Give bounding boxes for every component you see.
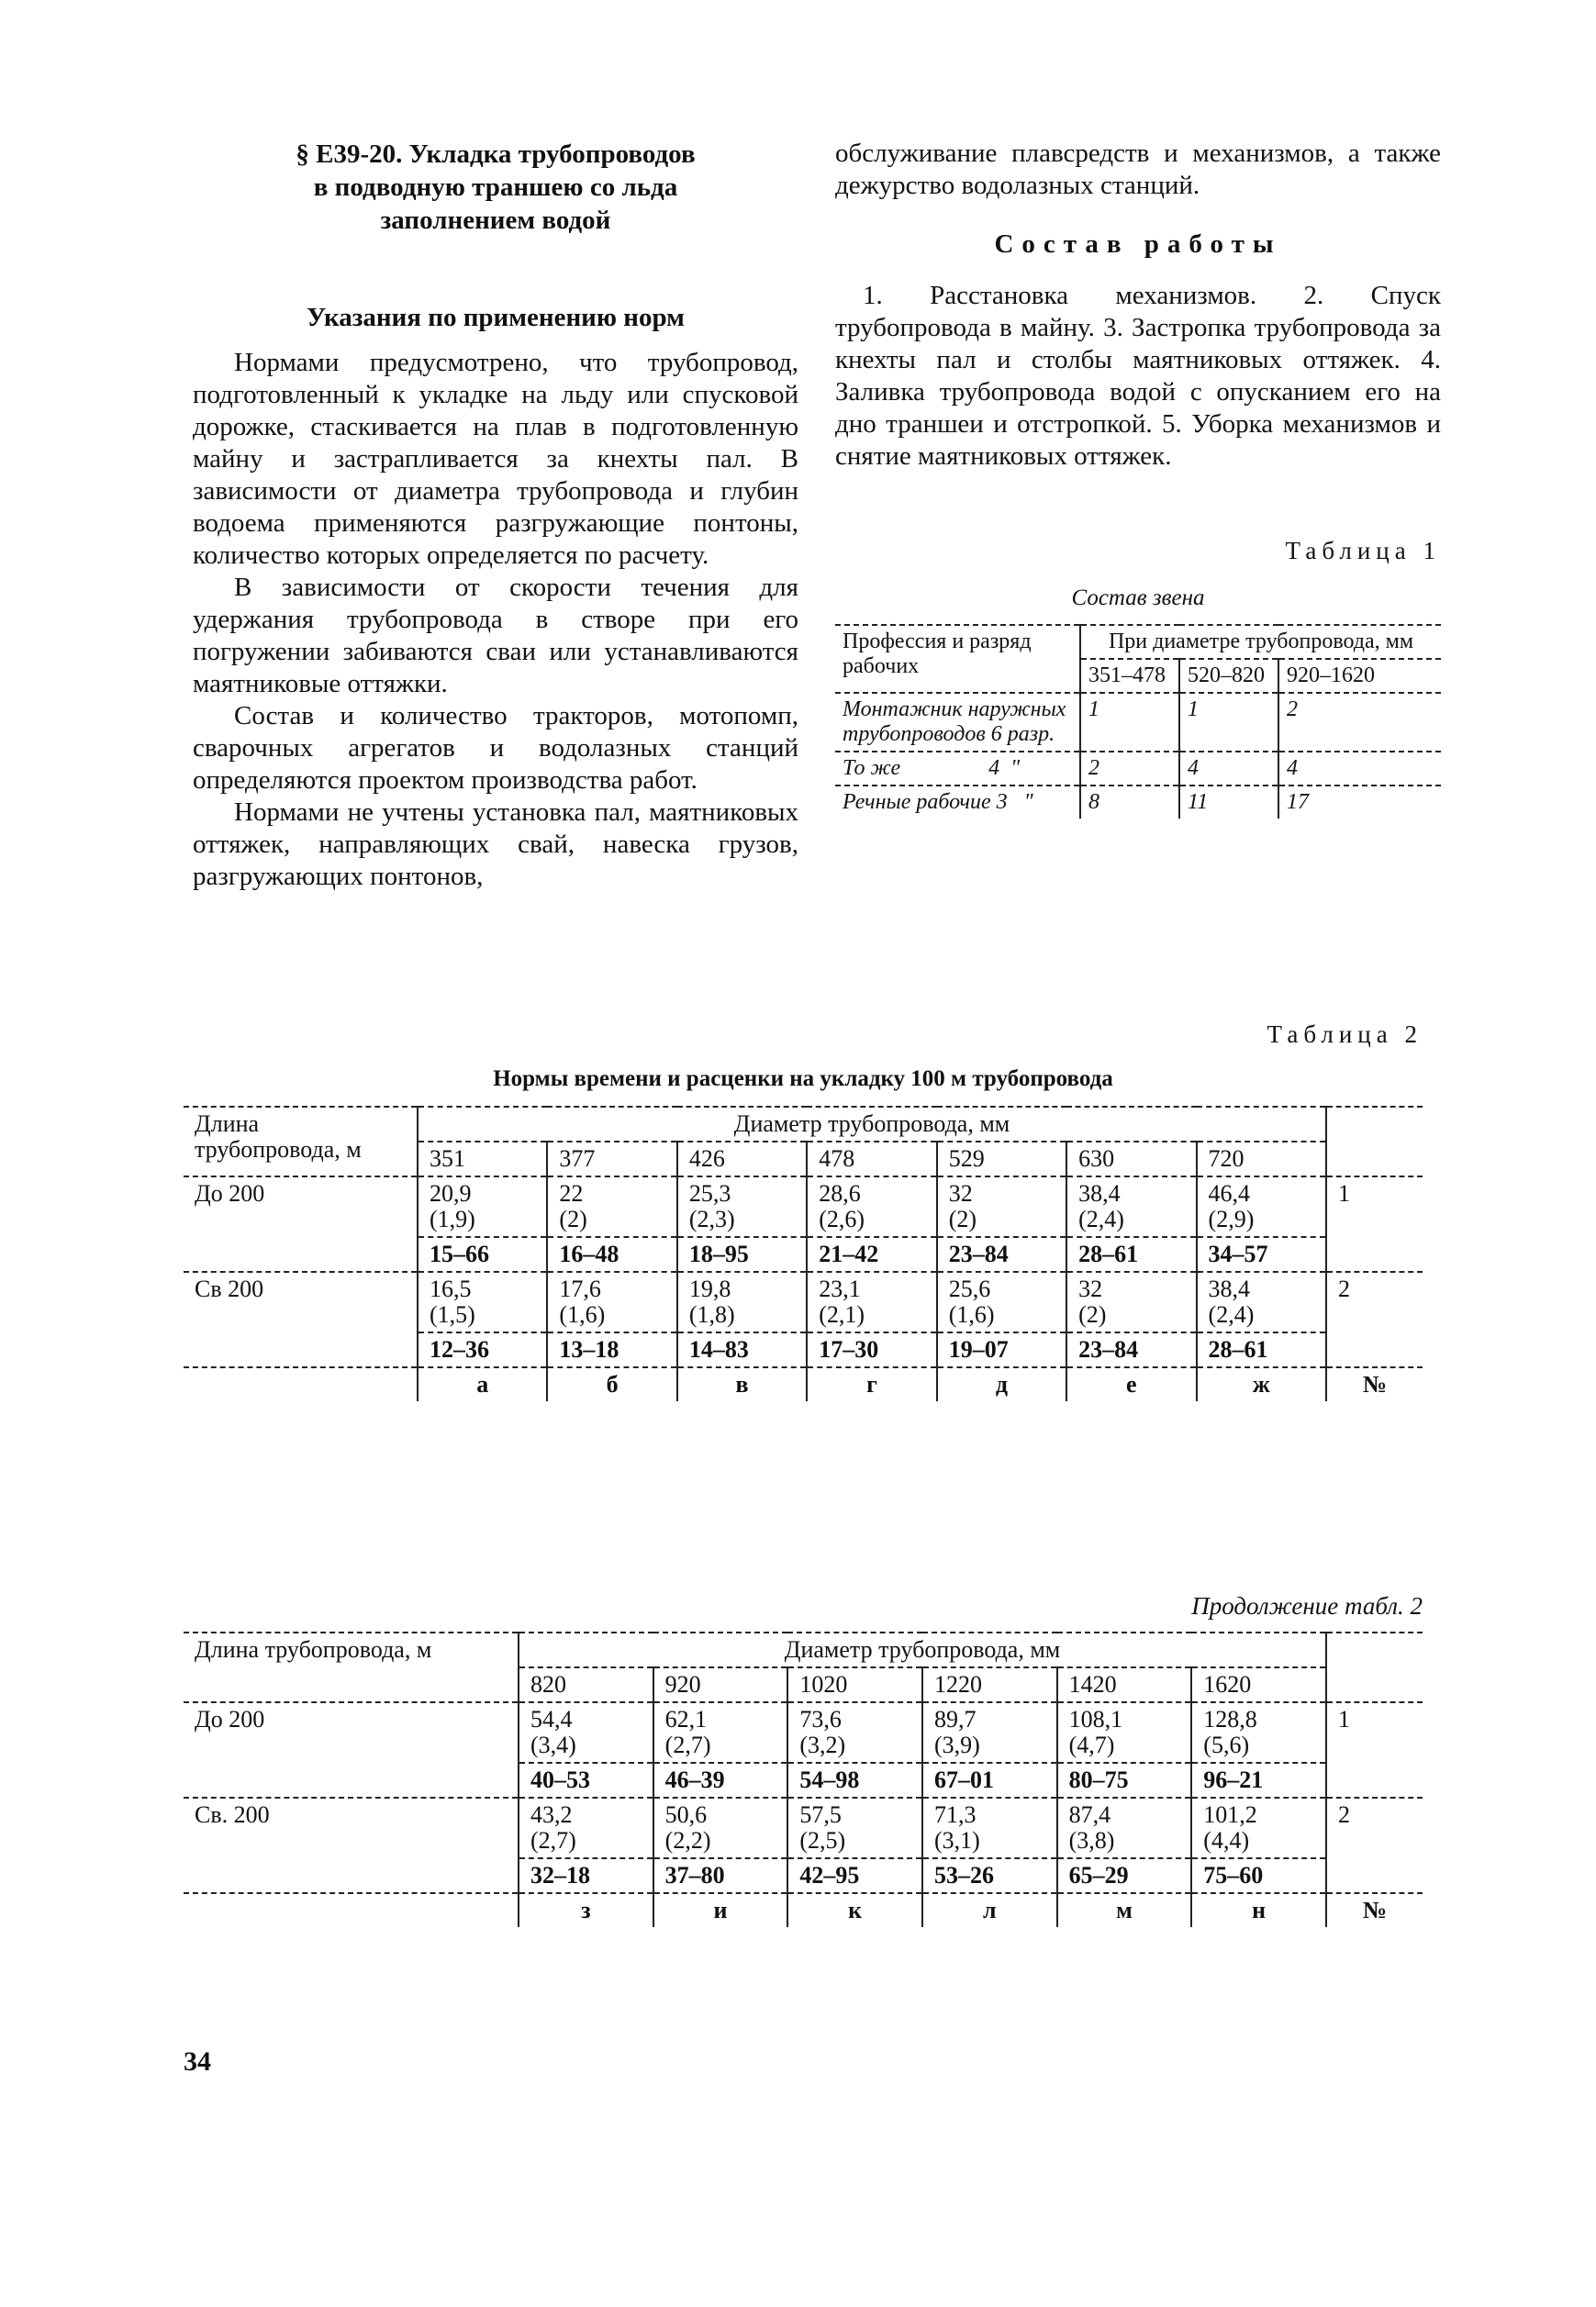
column-letter: н bbox=[1191, 1893, 1326, 1927]
workers-value: (4,7) bbox=[1068, 1732, 1115, 1758]
price-cell: 23–84 bbox=[1066, 1332, 1196, 1367]
norm-value: 28,6 bbox=[819, 1180, 861, 1207]
price-cell: 19–07 bbox=[937, 1332, 1066, 1367]
diameter-header: 1420 bbox=[1057, 1667, 1192, 1702]
table1-diam-header: 520–820 bbox=[1179, 659, 1278, 693]
norm-value: 128,8 bbox=[1203, 1706, 1257, 1733]
workers-value: (2,5) bbox=[799, 1827, 846, 1854]
norm-value: 50,6 bbox=[664, 1801, 708, 1828]
column-letter: ж bbox=[1197, 1367, 1326, 1401]
table1-cell: 17 bbox=[1278, 786, 1441, 819]
page-number: 34 bbox=[184, 2046, 211, 2077]
price-cell: 13–18 bbox=[547, 1332, 676, 1367]
norm-value: 46,4 bbox=[1208, 1180, 1251, 1207]
table1-label: Таблица 1 bbox=[1285, 537, 1441, 564]
workers-value: (3,9) bbox=[933, 1732, 980, 1758]
price-cell: 37–80 bbox=[653, 1858, 788, 1893]
workers-value: (1,6) bbox=[948, 1301, 995, 1328]
norm-cell bbox=[807, 1272, 936, 1332]
table2-title: Нормы времени и расценки на укладку 100 м трубопровода bbox=[493, 1066, 1113, 1091]
norm-cell bbox=[1191, 1798, 1326, 1858]
row-label: До 200 bbox=[195, 1706, 265, 1733]
table1-cell: 11 bbox=[1179, 786, 1278, 819]
section-title-line: § Е39-20. Укладка трубопроводов bbox=[296, 139, 696, 169]
table2-cont-diam-header: Диаметр трубопровода, мм bbox=[519, 1633, 1326, 1667]
price-cell: 96–21 bbox=[1191, 1763, 1326, 1798]
norm-value: 16,5 bbox=[430, 1276, 472, 1302]
price-cell: 23–84 bbox=[937, 1237, 1066, 1272]
price-cell: 54–98 bbox=[787, 1763, 922, 1798]
norm-value: 19,8 bbox=[688, 1276, 731, 1302]
table1-cell: 1 bbox=[1080, 693, 1179, 752]
row-label: Св. 200 bbox=[195, 1801, 270, 1828]
table1-cell: 4 bbox=[1278, 752, 1441, 786]
norm-cell bbox=[519, 1798, 653, 1858]
norm-value: 20,9 bbox=[430, 1180, 472, 1207]
column-letter: м bbox=[1057, 1893, 1192, 1927]
price-cell: 28–61 bbox=[1066, 1237, 1196, 1272]
row-number: 1 bbox=[1326, 1176, 1423, 1272]
workers-value: (2,4) bbox=[1208, 1301, 1255, 1328]
column-letter: д bbox=[937, 1367, 1066, 1401]
norm-value: 87,4 bbox=[1068, 1801, 1111, 1828]
price-cell: 46–39 bbox=[653, 1763, 788, 1798]
price-cell: 65–29 bbox=[1057, 1858, 1192, 1893]
table1-row-name: Речные рабочие 3 " bbox=[843, 790, 1033, 814]
price-cell: 32–18 bbox=[519, 1858, 653, 1893]
workers-value: (5,6) bbox=[1203, 1732, 1250, 1758]
workers-value: (2,7) bbox=[664, 1732, 711, 1758]
table2-diam-header: Диаметр трубопровода, мм bbox=[418, 1107, 1326, 1142]
table1-diam-header: 351–478 bbox=[1080, 659, 1179, 693]
paragraph: Нормами не учтены установка пал, маятниковых оттяжек, направляющих свай, навеска грузов, разгружающих понтонов, bbox=[193, 797, 798, 891]
column-letter: г bbox=[807, 1367, 936, 1401]
price-cell: 34–57 bbox=[1197, 1237, 1326, 1272]
workers-value: (1,5) bbox=[430, 1301, 475, 1328]
diameter-header: 478 bbox=[807, 1142, 936, 1176]
price-cell: 17–30 bbox=[807, 1332, 936, 1367]
column-letter: е bbox=[1066, 1367, 1196, 1401]
letter-row-spacer bbox=[184, 1367, 418, 1401]
workers-value: (3,4) bbox=[530, 1732, 576, 1758]
price-cell: 80–75 bbox=[1057, 1763, 1192, 1798]
norm-cell bbox=[922, 1798, 1057, 1858]
norm-value: 101,2 bbox=[1203, 1801, 1257, 1828]
norm-value: 32 bbox=[948, 1180, 973, 1207]
norm-cell bbox=[1191, 1702, 1326, 1763]
paragraph: Состав и количество тракторов, мотопомп, сварочных агрегатов и водолазных станций определяются проектом производства работ. bbox=[193, 701, 798, 795]
norm-cell bbox=[1066, 1272, 1196, 1332]
norm-cell bbox=[937, 1176, 1066, 1237]
norm-cell bbox=[547, 1272, 676, 1332]
workers-value: (1,9) bbox=[430, 1206, 475, 1232]
norm-value: 17,6 bbox=[559, 1276, 601, 1302]
price-cell: 40–53 bbox=[519, 1763, 653, 1798]
diameter-header: 1020 bbox=[787, 1667, 922, 1702]
diameter-header: 720 bbox=[1197, 1142, 1326, 1176]
table1-cell: 8 bbox=[1080, 786, 1179, 819]
workers-value: (2) bbox=[1078, 1301, 1107, 1328]
norm-value: 62,1 bbox=[664, 1706, 708, 1733]
section-title bbox=[193, 138, 798, 237]
row-number: 2 bbox=[1326, 1272, 1423, 1367]
row-number: 1 bbox=[1326, 1702, 1423, 1798]
paragraph: Нормами предусмотрено, что трубопровод, подготовленный к укладке на льду или спусковой дорожке, стаскивается на плав в подготовленную майну и застрапливается за кнехты пал. В зависимости от диаметра трубопровода и глубин водоема применяются разгружающие понтоны, количество которых определяется по расчету. bbox=[193, 348, 798, 570]
price-cell: 21–42 bbox=[807, 1237, 936, 1272]
norm-value: 23,1 bbox=[819, 1276, 861, 1302]
price-cell: 53–26 bbox=[922, 1858, 1057, 1893]
diameter-header: 426 bbox=[677, 1142, 807, 1176]
workers-value: (2,6) bbox=[819, 1206, 865, 1232]
paragraph: 1. Расстановка механизмов. 2. Спуск трубопровода в майну. 3. Застропка трубопровода за кнехты пал и столбы маятниковых оттяжек. 4. Заливка трубопровода водой с опусканием его на дно траншеи и отстропкой. 5. Уборка механизмов и снятие маятниковых оттяжек. bbox=[835, 281, 1441, 471]
row-label: Св 200 bbox=[195, 1276, 264, 1302]
table1-cell: 4 bbox=[1179, 752, 1278, 786]
norm-cell bbox=[677, 1272, 807, 1332]
table1-cell: 2 bbox=[1278, 693, 1441, 752]
column-letter: а bbox=[418, 1367, 547, 1401]
norm-cell bbox=[547, 1176, 676, 1237]
paragraph: В зависимости от скорости течения для удержания трубопровода в створе при его погружении забиваются сваи или устанавливаются маятниковые оттяжки. bbox=[193, 573, 798, 698]
letter-row-spacer bbox=[184, 1893, 519, 1927]
table1 bbox=[835, 624, 1441, 819]
column-letter: к bbox=[787, 1893, 922, 1927]
norm-value: 43,2 bbox=[530, 1801, 573, 1828]
table1-row-name: Монтажник наружных трубопроводов 6 разр. bbox=[843, 697, 1066, 746]
workers-value: (4,4) bbox=[1203, 1827, 1250, 1854]
norm-value: 38,4 bbox=[1078, 1180, 1121, 1207]
norm-cell bbox=[418, 1272, 547, 1332]
norm-cell bbox=[677, 1176, 807, 1237]
workers-value: (3,8) bbox=[1068, 1827, 1115, 1854]
left-column-text bbox=[193, 347, 798, 893]
column-letter: л bbox=[922, 1893, 1057, 1927]
norm-cell bbox=[1197, 1176, 1326, 1237]
norm-value: 54,4 bbox=[530, 1706, 573, 1733]
diameter-header: 630 bbox=[1066, 1142, 1196, 1176]
norm-cell bbox=[1066, 1176, 1196, 1237]
price-cell: 16–48 bbox=[547, 1237, 676, 1272]
norm-cell bbox=[787, 1702, 922, 1763]
workers-value: (2,9) bbox=[1208, 1206, 1255, 1232]
norm-cell bbox=[922, 1702, 1057, 1763]
norm-cell bbox=[807, 1176, 936, 1237]
table2-label: Таблица 2 bbox=[1267, 1020, 1423, 1048]
norm-cell bbox=[1057, 1702, 1192, 1763]
workers-value: (2,3) bbox=[688, 1206, 735, 1232]
price-cell: 15–66 bbox=[418, 1237, 547, 1272]
diameter-header: 351 bbox=[418, 1142, 547, 1176]
workers-value: (3,2) bbox=[799, 1732, 846, 1758]
workers-value: (2,4) bbox=[1078, 1206, 1124, 1232]
workers-value: (2,1) bbox=[819, 1301, 865, 1328]
norm-cell bbox=[418, 1176, 547, 1237]
column-letter: в bbox=[677, 1367, 807, 1401]
work-heading: Состав работы bbox=[994, 229, 1282, 259]
table1-caption: Состав звена bbox=[1071, 585, 1205, 610]
price-cell: 12–36 bbox=[418, 1332, 547, 1367]
number-sign: № bbox=[1326, 1893, 1423, 1927]
price-cell: 28–61 bbox=[1197, 1332, 1326, 1367]
price-cell: 42–95 bbox=[787, 1858, 922, 1893]
norm-cell bbox=[787, 1798, 922, 1858]
norm-cell bbox=[1197, 1272, 1326, 1332]
column-letter: б bbox=[547, 1367, 676, 1401]
norm-value: 71,3 bbox=[933, 1801, 977, 1828]
norm-value: 25,6 bbox=[948, 1276, 991, 1302]
diameter-header: 820 bbox=[519, 1667, 653, 1702]
workers-value: (2,7) bbox=[530, 1827, 576, 1854]
table1-row-name: То же 4 " bbox=[843, 756, 1021, 780]
table2-cont-label: Продолжение табл. 2 bbox=[1191, 1592, 1423, 1620]
norm-cell bbox=[1057, 1798, 1192, 1858]
table1-cell: 2 bbox=[1080, 752, 1179, 786]
diameter-header: 377 bbox=[547, 1142, 676, 1176]
row-number: 2 bbox=[1326, 1798, 1423, 1893]
price-cell: 18–95 bbox=[677, 1237, 807, 1272]
norm-value: 73,6 bbox=[799, 1706, 842, 1733]
table2 bbox=[184, 1106, 1423, 1401]
norm-value: 108,1 bbox=[1068, 1706, 1123, 1733]
diameter-header: 529 bbox=[937, 1142, 1066, 1176]
diameter-header: 1620 bbox=[1191, 1667, 1326, 1702]
norm-cell bbox=[937, 1272, 1066, 1332]
norm-cell bbox=[653, 1798, 788, 1858]
workers-value: (2,2) bbox=[664, 1827, 711, 1854]
number-sign: № bbox=[1326, 1367, 1423, 1401]
section-title-line: заполнением водой bbox=[380, 206, 611, 235]
workers-value: (2) bbox=[948, 1206, 977, 1232]
norm-value: 32 bbox=[1078, 1276, 1103, 1302]
norm-value: 89,7 bbox=[933, 1706, 977, 1733]
workers-value: (3,1) bbox=[933, 1827, 980, 1854]
price-cell: 14–83 bbox=[677, 1332, 807, 1367]
section-subtitle: Указания по применению норм bbox=[307, 303, 685, 332]
table1-col-header: Профессия и разряд рабочих bbox=[835, 625, 1080, 693]
norm-value: 25,3 bbox=[688, 1180, 731, 1207]
workers-value: (1,8) bbox=[688, 1301, 735, 1328]
norm-cell bbox=[653, 1702, 788, 1763]
norm-value: 22 bbox=[559, 1180, 584, 1207]
paragraph: обслуживание плавсредств и механизмов, а также дежурство водолазных станций. bbox=[835, 139, 1441, 200]
table1-cell: 1 bbox=[1179, 693, 1278, 752]
table2-cont bbox=[184, 1632, 1423, 1927]
right-column-text bbox=[835, 138, 1441, 473]
diameter-header: 920 bbox=[653, 1667, 788, 1702]
workers-value: (1,6) bbox=[559, 1301, 606, 1328]
column-letter: и bbox=[653, 1893, 788, 1927]
column-letter: з bbox=[519, 1893, 653, 1927]
workers-value: (2) bbox=[559, 1206, 587, 1232]
norm-value: 38,4 bbox=[1208, 1276, 1251, 1302]
table2-num-header bbox=[1326, 1107, 1423, 1176]
price-cell: 75–60 bbox=[1191, 1858, 1326, 1893]
row-label: До 200 bbox=[195, 1180, 265, 1207]
table2-len-header: Длина трубопровода, м bbox=[184, 1107, 418, 1176]
diameter-header: 1220 bbox=[922, 1667, 1057, 1702]
price-cell: 67–01 bbox=[922, 1763, 1057, 1798]
table2-cont-num-header bbox=[1326, 1633, 1423, 1702]
table1-diam-header: 920–1620 bbox=[1278, 659, 1441, 693]
section-title-line: в подводную траншею со льда bbox=[313, 173, 678, 202]
norm-cell bbox=[519, 1702, 653, 1763]
norm-value: 57,5 bbox=[799, 1801, 842, 1828]
table1-group-header: При диаметре трубопровода, мм bbox=[1080, 625, 1441, 659]
table2-cont-len-header: Длина трубопровода, м bbox=[184, 1633, 519, 1702]
